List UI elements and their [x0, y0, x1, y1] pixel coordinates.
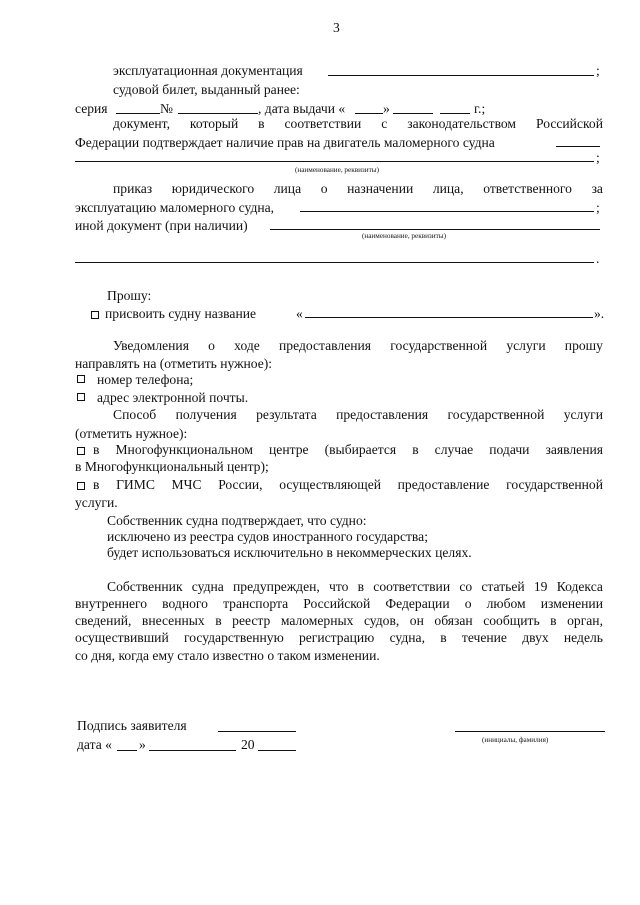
order-line2: эксплуатацию маломерного судна,	[75, 200, 275, 215]
word: транспорта	[223, 596, 289, 611]
warning-line2	[75, 596, 603, 612]
word: Российской	[535, 116, 603, 131]
word: лица,	[432, 181, 464, 196]
word: государственную	[183, 630, 284, 645]
other-doc-field[interactable]	[270, 229, 600, 230]
word: получения	[175, 407, 237, 422]
word: государственной	[447, 407, 545, 422]
warning-line1	[107, 579, 603, 595]
ship-name-field[interactable]	[305, 317, 593, 318]
caption-name-requisites: (наименование, реквизиты)	[295, 166, 379, 174]
word: со	[459, 579, 473, 594]
word: Кодекса	[556, 579, 603, 594]
issue-day-field[interactable]	[355, 113, 383, 114]
semicolon: ;	[596, 200, 600, 215]
word: лица	[273, 181, 302, 196]
exploit-doc-field[interactable]	[328, 75, 594, 76]
word: он	[409, 613, 424, 628]
email-label: адрес электронной почты.	[97, 390, 249, 405]
word: услуги	[563, 407, 603, 422]
request-label: Прошу:	[107, 288, 152, 303]
quote-close: »	[383, 101, 390, 116]
word: соответствии	[373, 579, 451, 594]
gims-line1	[93, 477, 603, 493]
close-quote: ».	[594, 306, 605, 321]
word: приказ	[113, 181, 153, 196]
word: ГИМС	[116, 477, 155, 492]
order-field[interactable]	[300, 211, 594, 212]
word: ответственного	[483, 181, 572, 196]
assign-name-checkbox[interactable]	[91, 311, 99, 319]
semicolon: ;	[596, 150, 600, 165]
word: с	[381, 116, 388, 131]
word: маломерных	[280, 613, 354, 628]
caption-name-requisites: (наименование, реквизиты)	[362, 232, 446, 240]
warning-line3	[75, 613, 603, 629]
gims-line2: услуги.	[75, 495, 118, 510]
word: законодательством	[407, 116, 517, 131]
word: юридического	[171, 181, 255, 196]
word: предоставления	[279, 338, 372, 353]
word: судна	[191, 579, 224, 594]
word: МЧС	[171, 477, 202, 492]
date-month-field[interactable]	[149, 750, 236, 751]
word: документ,	[113, 116, 170, 131]
open-quote: «	[296, 306, 303, 321]
word: любом	[486, 596, 526, 611]
word: за	[591, 181, 603, 196]
word: в	[357, 579, 365, 594]
exploit-doc-label: эксплуатационная документация	[113, 63, 303, 78]
word: предоставления	[336, 407, 429, 422]
signature-field[interactable]	[218, 731, 296, 732]
word: недель	[563, 630, 603, 645]
assign-name-label: присвоить судну название	[105, 306, 257, 321]
notifications-line1	[113, 338, 603, 354]
notifications-line2: направлять на (отметить нужное):	[75, 356, 273, 371]
issue-date-label: , дата выдачи «	[258, 101, 346, 116]
word: в	[93, 442, 100, 457]
word: государственной	[390, 338, 488, 353]
ship-ticket-label: судовой билет, выданный ранее:	[113, 82, 300, 97]
result-line1	[113, 407, 603, 423]
word: о	[464, 596, 472, 611]
phone-label: номер телефона;	[97, 372, 194, 387]
order-line1	[113, 181, 603, 197]
word: государственной	[506, 477, 603, 492]
series-label: серия	[75, 101, 108, 116]
owner-excluded: исключено из реестра судов иностранного государства;	[107, 529, 428, 544]
word: в	[440, 630, 447, 645]
mfc-line1	[93, 442, 603, 458]
law-doc-line1	[113, 116, 603, 132]
word: орган,	[567, 613, 603, 628]
word: статьей	[481, 579, 525, 594]
word: (выбирается	[324, 442, 397, 457]
word: ходе	[234, 338, 260, 353]
email-checkbox[interactable]	[77, 393, 85, 401]
word: судов,	[363, 613, 400, 628]
issue-year-field[interactable]	[440, 113, 470, 114]
word: обязан	[434, 613, 473, 628]
word: центре	[269, 442, 309, 457]
word: услуги	[506, 338, 546, 353]
word: Российской	[303, 596, 371, 611]
word: в	[550, 613, 557, 628]
word: в	[93, 477, 100, 492]
law-doc-field-end[interactable]	[556, 146, 600, 147]
warning-line4	[75, 630, 603, 646]
year-suffix: г.;	[474, 101, 486, 116]
word: двух	[522, 630, 549, 645]
date-day-field[interactable]	[117, 750, 137, 751]
word: о	[320, 181, 328, 196]
word: осуществляющей	[279, 477, 382, 492]
word: что	[329, 579, 349, 594]
date-quote: »	[139, 737, 146, 752]
word: в	[412, 442, 419, 457]
other-doc-label: иной документ (при наличии)	[75, 218, 248, 233]
number-sign: №	[160, 101, 173, 116]
word: подачи	[489, 442, 530, 457]
word: осуществивший	[75, 630, 169, 645]
word: заявления	[545, 442, 603, 457]
word: судна,	[389, 630, 425, 645]
word: о	[208, 338, 215, 353]
word: результата	[256, 407, 317, 422]
series-field[interactable]	[116, 113, 160, 114]
semicolon: ;	[596, 63, 600, 78]
word: 19	[533, 579, 548, 594]
word: соответствии	[284, 116, 362, 131]
mfc-line2: в Многофункциональный центр);	[75, 459, 269, 474]
initials-field[interactable]	[455, 731, 605, 732]
word: Многофункциональном	[115, 442, 253, 457]
word: предупрежден,	[233, 579, 320, 594]
gims-checkbox[interactable]	[77, 482, 85, 490]
word: Способ	[113, 407, 157, 422]
word: регистрацию	[298, 630, 375, 645]
period: .	[596, 251, 600, 266]
number-field[interactable]	[178, 113, 258, 114]
page-number: 3	[333, 20, 340, 35]
word: внутреннего	[75, 596, 148, 611]
word: сообщить	[483, 613, 540, 628]
other-doc-field-2[interactable]	[75, 262, 594, 263]
signature-label: Подпись заявителя	[77, 718, 187, 733]
initials-caption: (инициалы, фамилия)	[482, 736, 549, 744]
word: течение	[461, 630, 507, 645]
phone-checkbox[interactable]	[77, 375, 85, 383]
word: внесенных	[141, 613, 205, 628]
owner-confirms: Собственник судна подтверждает, что судно:	[107, 513, 367, 528]
owner-noncommercial: будет использоваться исключительно в некоммерческих целях.	[107, 545, 472, 560]
word: Федерации	[385, 596, 450, 611]
date-label: дата «	[77, 737, 112, 752]
date-year-field[interactable]	[258, 750, 296, 751]
word: случае	[434, 442, 474, 457]
word: России,	[218, 477, 263, 492]
word: прошу	[564, 338, 603, 353]
word: предоставление	[397, 477, 490, 492]
warning-line5: со дня, когда ему стало известно о таком изменении.	[75, 648, 380, 663]
word: водного	[162, 596, 208, 611]
word: который	[189, 116, 239, 131]
word: назначении	[347, 181, 414, 196]
word: реестр	[232, 613, 271, 628]
word: в	[258, 116, 265, 131]
word: изменении	[540, 596, 603, 611]
issue-month-field[interactable]	[393, 113, 433, 114]
word: Уведомления	[113, 338, 189, 353]
year-prefix: 20	[241, 737, 255, 752]
mfc-checkbox[interactable]	[77, 447, 85, 455]
word: сведений,	[75, 613, 132, 628]
law-doc-line2: Федерации подтверждает наличие прав на двигатель маломерного судна	[75, 135, 495, 150]
word: в	[215, 613, 222, 628]
word: Собственник	[107, 579, 183, 594]
law-doc-field[interactable]	[75, 161, 594, 162]
result-line2: (отметить нужное):	[75, 426, 188, 441]
